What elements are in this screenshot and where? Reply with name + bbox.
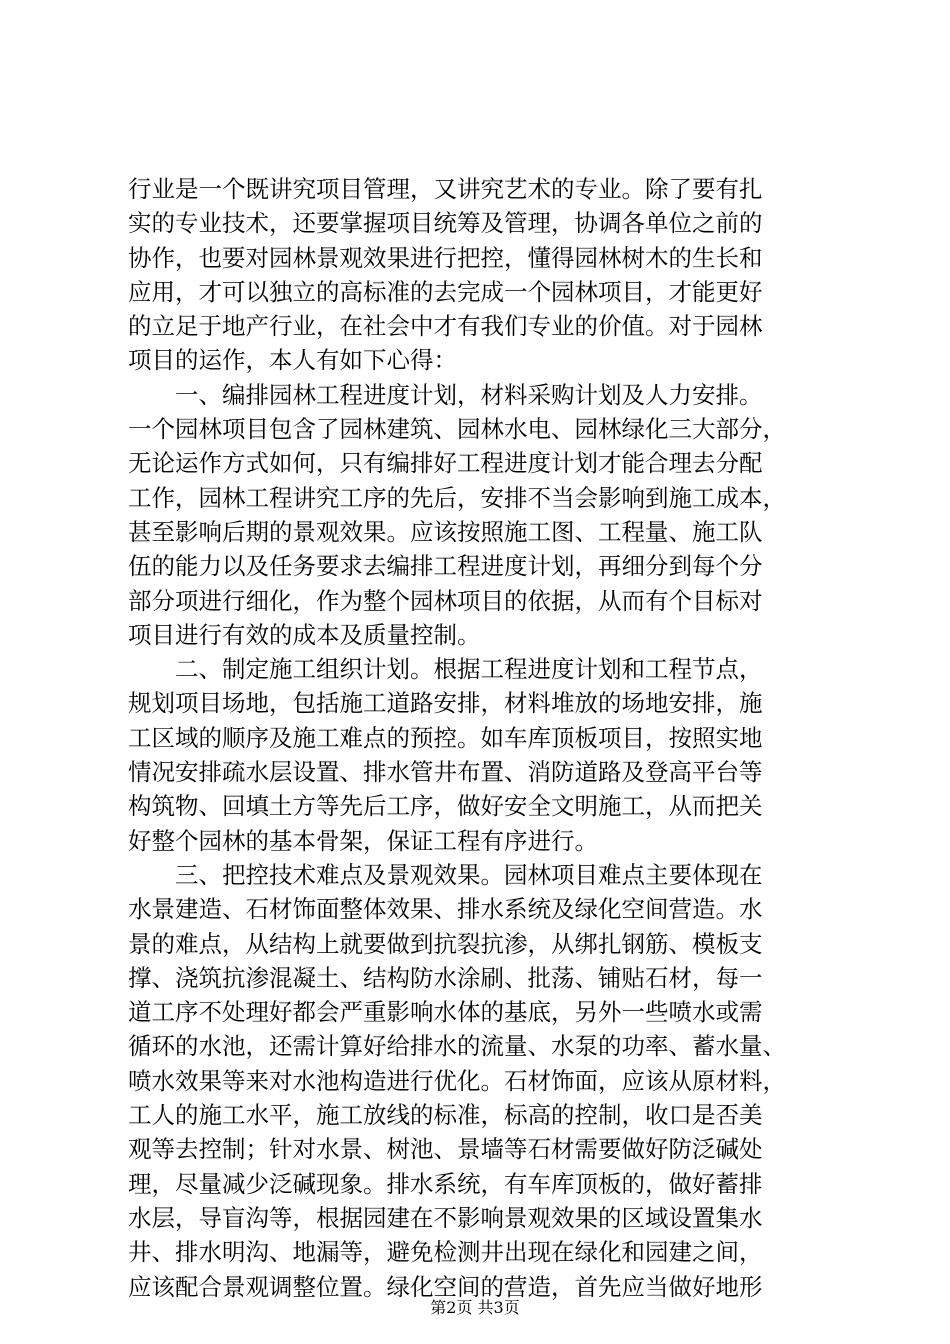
text-line: 部分项进行细化，作为整个园林项目的依据，从而有个目标对 (128, 586, 763, 615)
text-line: 构筑物、回填土方等先后工序，做好安全文明施工，从而把关 (128, 792, 763, 821)
text-line: 伍的能力以及任务要求去编排工程进度计划，再细分到每个分 (128, 552, 763, 581)
text-line: 井、排水明沟、地漏等，避免检测井出现在绿化和园建之间， (128, 1238, 763, 1267)
text-line: 情况安排疏水层设置、排水管井布置、消防道路及登高平台等 (128, 758, 763, 787)
text-line: 观等去控制；针对水景、树池、景墙等石材需要做好防泛碱处 (128, 1135, 763, 1164)
text-line: 道工序不处理好都会严重影响水体的基底，另外一些喷水或需 (128, 998, 763, 1027)
text-line: 循环的水池，还需计算好给排水的流量、水泵的功率、蓄水量、 (128, 1032, 786, 1061)
text-line: 工人的施工水平，施工放线的标准，标高的控制，收口是否美 (128, 1101, 763, 1130)
text-line: 项目的运作，本人有如下心得： (128, 346, 457, 375)
text-line: 水景建造、石材饰面整体效果、排水系统及绿化空间营造。水 (128, 895, 763, 924)
page-number-label: 第2页 共3页 (430, 1298, 520, 1317)
text-line: 协作，也要对园林景观效果进行把控，懂得园林树木的生长和 (128, 243, 763, 272)
text-line: 三、把控技术难点及景观效果。园林项目难点主要体现在 (128, 860, 763, 889)
page-footer (0, 1298, 950, 1318)
text-line: 撑、浇筑抗渗混凝土、结构防水涂刷、批荡、铺贴石材，每一 (128, 963, 763, 992)
text-line: 应用，才可以独立的高标准的去完成一个园林项目，才能更好 (128, 277, 763, 306)
text-line: 的立足于地产行业，在社会中才有我们专业的价值。对于园林 (128, 312, 763, 341)
text-line: 无论运作方式如何，只有编排好工程进度计划才能合理去分配 (128, 449, 763, 478)
text-line: 工作，园林工程讲究工序的先后，安排不当会影响到施工成本， (128, 483, 786, 512)
text-line: 应该配合景观调整位置。绿化空间的营造，首先应当做好地形 (128, 1272, 763, 1301)
text-line: 实的专业技术，还要掌握项目统筹及管理，协调各单位之前的 (128, 209, 763, 238)
text-line: 行业是一个既讲究项目管理，又讲究艺术的专业。除了要有扎 (128, 175, 763, 203)
text-line: 好整个园林的基本骨架，保证工程有序进行。 (128, 826, 598, 855)
text-line: 景的难点，从结构上就要做到抗裂抗渗，从绑扎钢筋、模板支 (128, 929, 763, 958)
text-line: 水层，导盲沟等，根据园建在不影响景观效果的区域设置集水 (128, 1203, 763, 1232)
text-line: 甚至影响后期的景观效果。应该按照施工图、工程量、施工队 (128, 517, 763, 546)
text-line: 二、制定施工组织计划。根据工程进度计划和工程节点， (128, 655, 763, 684)
text-line: 理，尽量减少泛碱现象。排水系统，有车库顶板的，做好蓄排 (128, 1169, 763, 1198)
text-line: 工区域的顺序及施工难点的预控。如车库顶板项目，按照实地 (128, 723, 763, 752)
text-line: 喷水效果等来对水池构造进行优化。石材饰面，应该从原材料， (128, 1066, 786, 1095)
text-line: 一、编排园林工程进度计划，材料采购计划及人力安排。 (128, 380, 763, 409)
text-line: 项目进行有效的成本及质量控制。 (128, 620, 481, 649)
text-line: 规划项目场地，包括施工道路安排，材料堆放的场地安排，施 (128, 689, 763, 718)
body-text (128, 172, 828, 1304)
text-line: 一个园林项目包含了园林建筑、园林水电、园林绿化三大部分， (128, 415, 786, 444)
